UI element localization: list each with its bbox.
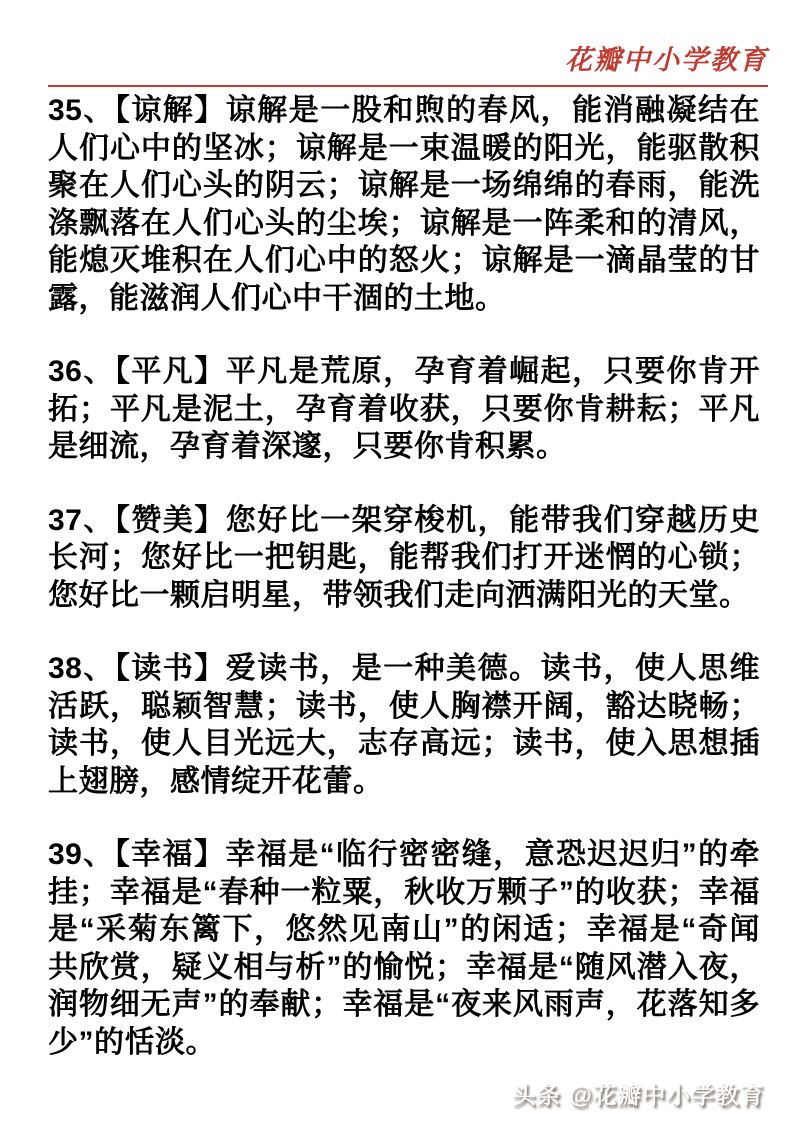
item-keyword-38: 【读书】 bbox=[114, 652, 226, 685]
paragraph-36 bbox=[48, 353, 760, 466]
item-keyword-39: 【幸福】 bbox=[114, 838, 226, 871]
item-number-38: 38、 bbox=[48, 652, 115, 685]
item-text-35: 谅解是一股和煦的春风，能消融凝结在人们心中的坚冰；谅解是一束温暖的阳光，能驱散积聚在人们心头的阴云；谅解是一场绵绵的春雨，能洗涤飘落在人们心头的尘埃；谅解是一阵柔和的清风，能熄灭堆积在人们心中的怒火；谅解是一滴晶莹的甘露，能滋润人们心中干涸的土地。 bbox=[48, 94, 761, 315]
item-keyword-36: 【平凡】 bbox=[114, 355, 226, 388]
paragraph-37 bbox=[48, 502, 760, 615]
item-text-37: 您好比一架穿梭机，能带我们穿越历史长河；您好比一把钥匙，能帮我们打开迷惘的心锁；您好比一颗启明星，带领我们走向洒满阳光的天堂。 bbox=[48, 503, 761, 612]
document-content bbox=[48, 92, 760, 1061]
item-number-36: 36、 bbox=[48, 355, 115, 388]
item-number-37: 37、 bbox=[48, 503, 115, 537]
paragraph-38 bbox=[48, 650, 760, 800]
paragraph-35 bbox=[48, 92, 760, 317]
item-text-38: 爱读书，是一种美德。读书，使人思维活跃，聪颖智慧；读书，使人胸襟开阔，豁达晓畅；读书，使人目光远大，志存高远；读书，使入思想插上翅膀，感情绽开花蕾。 bbox=[48, 652, 761, 798]
item-text-36: 平凡是荒原，孕育着崛起，只要你肯开拓；平凡是泥土，孕育着收获，只要你肯耕耘；平凡是细流，孕育着深邃，只要你肯积累。 bbox=[48, 355, 761, 463]
brand-title: 花瓣中小学教育 bbox=[565, 45, 768, 75]
paragraph-39 bbox=[48, 836, 760, 1061]
item-keyword-37: 【赞美】 bbox=[114, 503, 226, 537]
item-number-35: 35、 bbox=[48, 94, 115, 127]
page-header bbox=[48, 44, 768, 76]
header-divider bbox=[48, 85, 768, 87]
watermark: 头条 @花瓣中小学教育 bbox=[512, 1082, 765, 1108]
item-text-39: 幸福是“临行密密缝，意恐迟迟归”的牵挂；幸福是“春种一粒粟，秋收万颗子”的收获；幸福是“采菊东篱下，悠然见南山”的闲适；幸福是“奇闻共欣赏，疑义相与析”的愉悦；幸福是“随风潜入夜，润物细无声”的奉献；幸福是“夜来风雨声，花落知多少”的恬淡。 bbox=[48, 838, 761, 1059]
item-number-39: 39、 bbox=[48, 838, 115, 871]
item-keyword-35: 【谅解】 bbox=[114, 94, 226, 127]
